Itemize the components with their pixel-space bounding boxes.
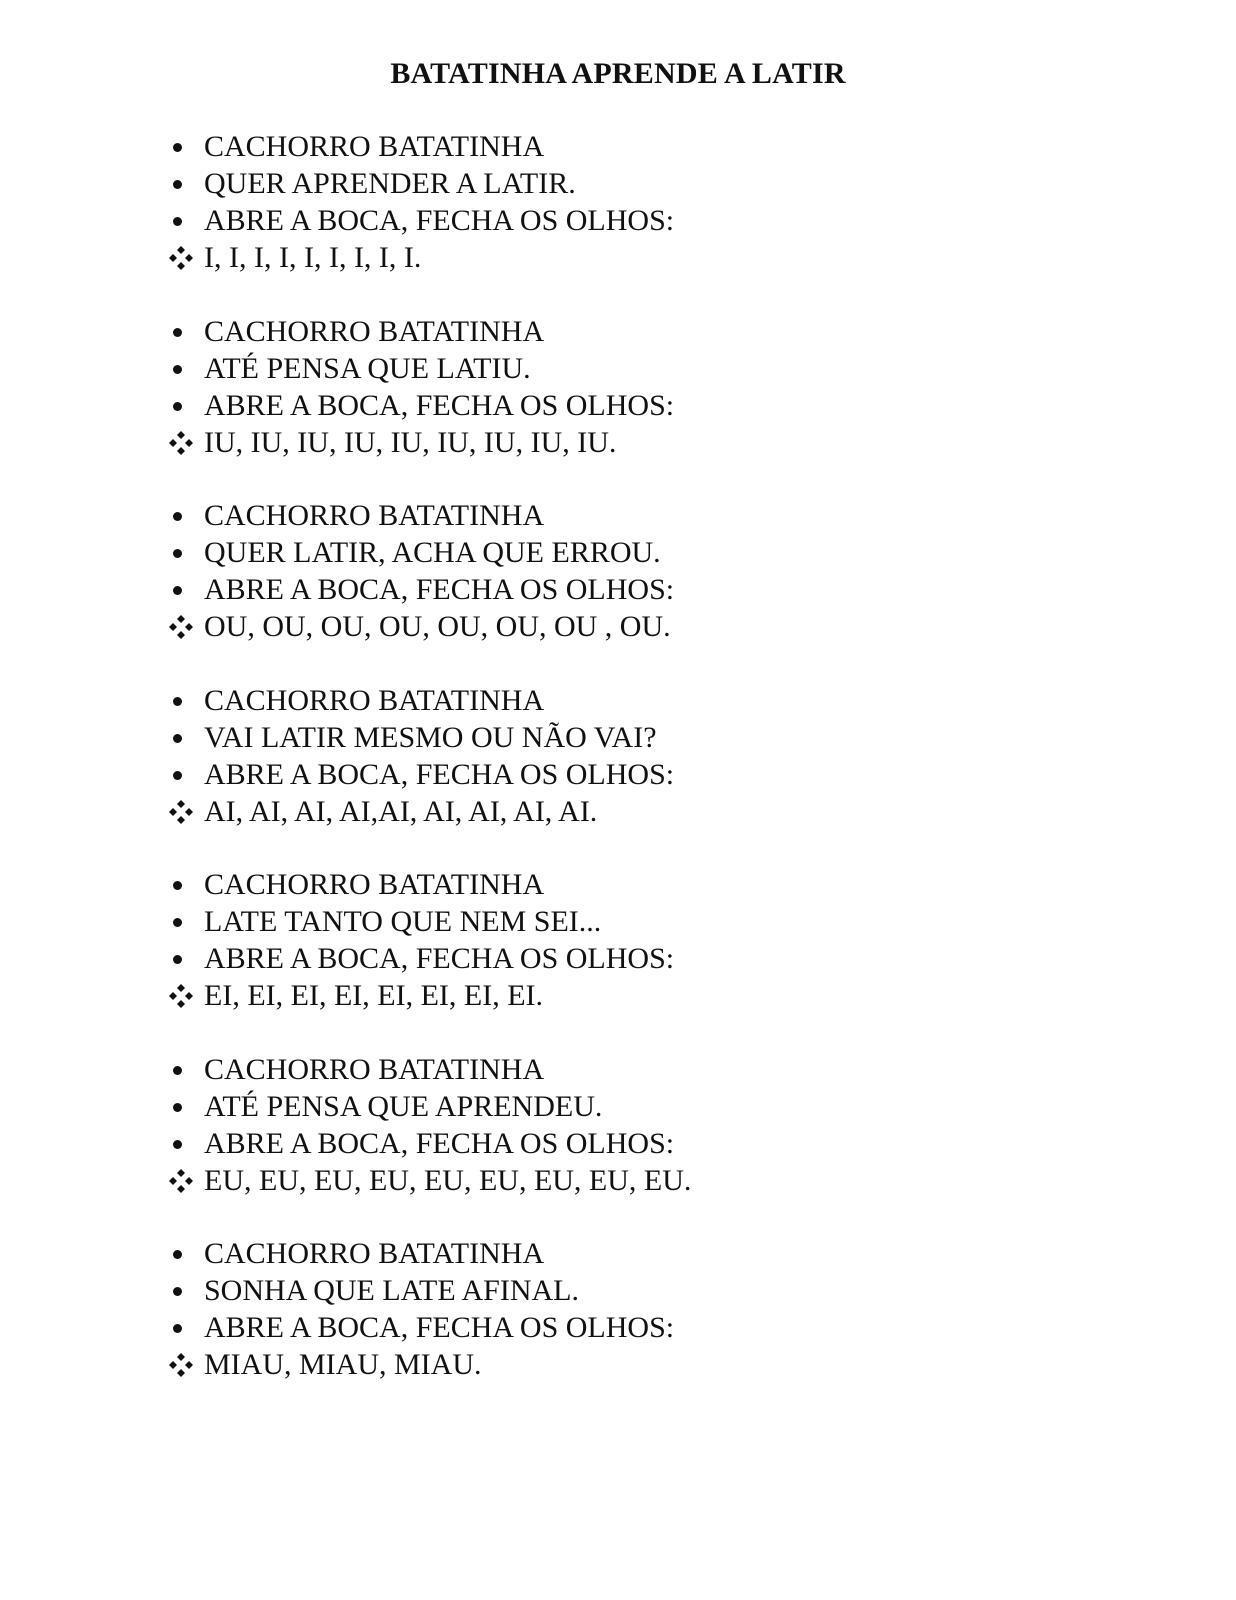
verse-line: ABRE A BOCA, FECHA OS OLHOS: (204, 1126, 675, 1160)
four-diamond-icon (168, 245, 194, 271)
list-item (168, 534, 1068, 571)
list-item (168, 866, 1068, 903)
page-title: BATATINHA APRENDE A LATIR (390, 57, 846, 90)
list-item (168, 1051, 1068, 1088)
verse-line: CACHORRO BATATINHA (204, 314, 545, 348)
stanza-2 (168, 313, 1068, 461)
bullet-dot-icon (173, 1287, 182, 1296)
list-item (168, 1309, 1068, 1346)
refrain-line: EU, EU, EU, EU, EU, EU, EU, EU, EU. (204, 1163, 692, 1197)
bullet-dot-icon (173, 1324, 182, 1333)
verse-line: LATE TANTO QUE NEM SEI... (204, 905, 602, 938)
list-item (168, 571, 1068, 608)
verse-line: ABRE A BOCA, FECHA OS OLHOS: (204, 388, 675, 422)
verse-line: QUER LATIR, ACHA QUE ERROU. (204, 536, 661, 569)
bullet-dot-icon (173, 143, 182, 152)
list-item (168, 903, 1068, 940)
bullet-dot-icon (173, 955, 182, 964)
list-item (168, 756, 1068, 793)
verse-line: ATÉ PENSA QUE LATIU. (204, 351, 531, 385)
bullet-dot-icon (173, 771, 182, 780)
stanza-5 (168, 866, 1068, 1014)
refrain-item (168, 793, 1068, 830)
verse-line: CACHORRO BATATINHA (204, 130, 545, 163)
bullet-dot-icon (173, 1250, 182, 1259)
bullet-dot-icon (173, 881, 182, 890)
bullet-dot-icon (173, 217, 182, 226)
list-item (168, 682, 1068, 719)
bullet-dot-icon (173, 586, 182, 595)
list-item (168, 128, 1068, 165)
verse-line: CACHORRO BATATINHA (204, 499, 545, 532)
list-item (168, 719, 1068, 756)
verse-line: ABRE A BOCA, FECHA OS OLHOS: (204, 204, 675, 237)
verse-line: CACHORRO BATATINHA (204, 1052, 545, 1086)
bullet-dot-icon (173, 734, 182, 743)
refrain-line: EI, EI, EI, EI, EI, EI, EI, EI. (204, 979, 544, 1012)
verse-line: CACHORRO BATATINHA (204, 683, 545, 717)
refrain-line: MIAU, MIAU, MIAU. (204, 1348, 482, 1381)
bullet-dot-icon (173, 1140, 182, 1149)
list-item (168, 202, 1068, 239)
bullet-dot-icon (173, 328, 182, 337)
stanza-3 (168, 497, 1068, 645)
verse-line: SONHA QUE LATE AFINAL. (204, 1274, 579, 1307)
list-item (168, 1272, 1068, 1309)
refrain-item (168, 1162, 1068, 1199)
list-item (168, 350, 1068, 387)
bullet-dot-icon (173, 512, 182, 521)
verse-line: VAI LATIR MESMO OU NÃO VAI? (204, 720, 657, 754)
four-diamond-icon (168, 799, 194, 825)
bullet-dot-icon (173, 402, 182, 411)
list-item (168, 1088, 1068, 1125)
four-diamond-icon (168, 983, 194, 1009)
refrain-line: IU, IU, IU, IU, IU, IU, IU, IU, IU. (204, 425, 617, 459)
bullet-dot-icon (173, 549, 182, 558)
refrain-item (168, 1346, 1068, 1383)
list-item (168, 313, 1068, 350)
list-item (168, 940, 1068, 977)
verse-line: QUER APRENDER A LATIR. (204, 167, 576, 200)
verse-line: ABRE A BOCA, FECHA OS OLHOS: (204, 942, 675, 975)
verse-line: ATÉ PENSA QUE APRENDEU. (204, 1089, 603, 1123)
four-diamond-icon (168, 430, 194, 456)
verse-line: CACHORRO BATATINHA (204, 868, 545, 901)
bullet-dot-icon (173, 697, 182, 706)
list-item (168, 1125, 1068, 1162)
list-item (168, 497, 1068, 534)
stanza-1 (168, 128, 1068, 276)
bullet-dot-icon (173, 365, 182, 374)
list-item (168, 165, 1068, 202)
verse-line: ABRE A BOCA, FECHA OS OLHOS: (204, 757, 675, 791)
verse-line: ABRE A BOCA, FECHA OS OLHOS: (204, 1311, 675, 1344)
refrain-line: AI, AI, AI, AI,AI, AI, AI, AI, AI. (204, 794, 598, 828)
four-diamond-icon (168, 1352, 194, 1378)
verse-line: CACHORRO BATATINHA (204, 1237, 545, 1270)
stanza-6 (168, 1051, 1068, 1199)
refrain-line: OU, OU, OU, OU, OU, OU, OU , OU. (204, 610, 671, 643)
stanza-4 (168, 682, 1068, 830)
verse-line: ABRE A BOCA, FECHA OS OLHOS: (204, 573, 675, 606)
song-verses (168, 128, 1068, 1420)
stanza-7 (168, 1235, 1068, 1383)
refrain-item (168, 424, 1068, 461)
four-diamond-icon (168, 1168, 194, 1194)
bullet-dot-icon (173, 918, 182, 927)
refrain-line: I, I, I, I, I, I, I, I, I. (204, 241, 422, 274)
four-diamond-icon (168, 614, 194, 640)
bullet-dot-icon (173, 1066, 182, 1075)
refrain-item (168, 977, 1068, 1014)
refrain-item (168, 608, 1068, 645)
bullet-dot-icon (173, 1103, 182, 1112)
list-item (168, 1235, 1068, 1272)
refrain-item (168, 239, 1068, 276)
bullet-dot-icon (173, 180, 182, 189)
list-item (168, 387, 1068, 424)
